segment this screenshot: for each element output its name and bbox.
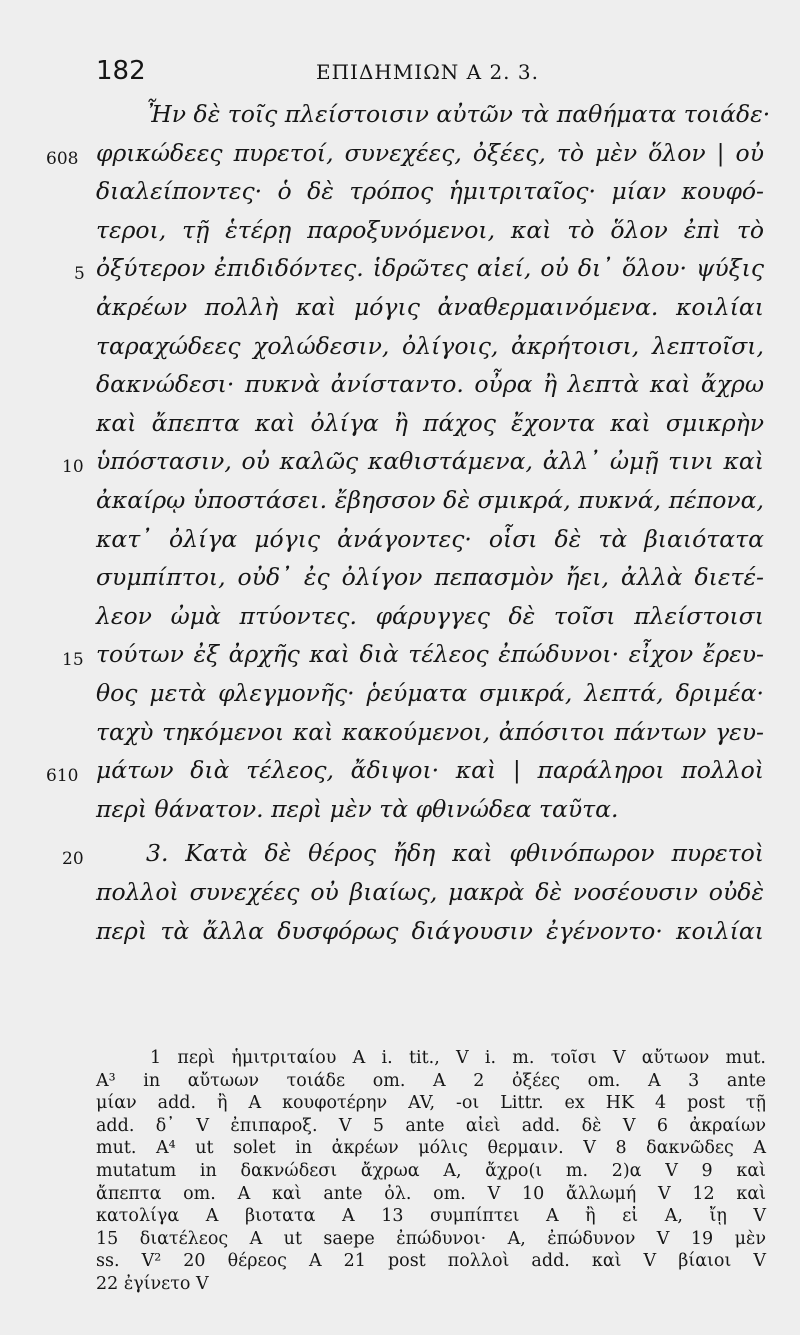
text-line: ταχὺ τηκόμενοι καὶ κακούμενοι, ἀπόσιτοι πάντων γευ- <box>96 717 764 746</box>
text-line: μάτων διὰ τέλεος, ἄδιψοι· καὶ | παράληροι πολλοὶ <box>96 756 764 785</box>
apparatus-line: ss. V² 20 θέρεος A 21 post πολλοὶ add. καὶ V βίαιοι V <box>96 1251 766 1272</box>
apparatus-line: A³ in αὔτωων τοιάδε om. A 2 ὀξέες om. A 3 ante <box>96 1070 766 1091</box>
line-number: 610 <box>46 766 79 787</box>
text-line: ὑπόστασιν, οὐ καλῶς καθιστάμενα, ἀλλ᾽ ὠμῇ τινι καὶ <box>96 447 764 476</box>
line-number: 15 <box>62 650 84 671</box>
apparatus-line: mutatum in δακνώδεσι ἄχρωα A, ἄχρο(ι m. 2)α V 9 καὶ <box>96 1161 766 1181</box>
text-line: ὀξύτερον ἐπιδιδόντες. ἱδρῶτες αἰεί, οὐ δι᾽ ὅλου· ψύξις <box>96 254 764 283</box>
line-number: 5 <box>74 264 85 285</box>
text-line: Ἦν δὲ τοῖς πλείστοισιν αὐτῶν τὰ παθήματα τοιάδε· <box>146 100 771 128</box>
text-line: διαλείποντες· ὁ δὲ τρόπος ἡμιτριταῖος· μίαν κουφό- <box>96 177 764 206</box>
line-number: 20 <box>62 849 84 870</box>
apparatus-line: 15 διατέλεος A ut saepe ἐπώδυνοι· A, ἐπώδυνον V 19 μὲν <box>96 1228 766 1249</box>
apparatus-line: 1 περὶ ἡμιτριταίου A i. tit., V i. m. τοῖσι V αὔτωον mut. <box>150 1048 766 1068</box>
text-line: κατ᾽ ὀλίγα μόγις ἀνάγοντες· οἷσι δὲ τὰ βιαιότατα <box>96 524 764 553</box>
running-head: ΕΠΙΔΗΜΙΩΝ Α 2. 3. <box>316 60 539 84</box>
text-line: λεον ὠμὰ πτύοντες. φάρυγγες δὲ τοῖσι πλείστοισι <box>96 601 764 630</box>
text-line: ἀκρέων πολλὴ καὶ μόγις ἀναθερμαινόμενα. κοιλίαι <box>96 293 764 321</box>
page-header <box>96 56 760 96</box>
apparatus-line: 22 ἐγίνετο V <box>96 1274 209 1294</box>
text-line: τούτων ἐξ ἀρχῆς καὶ διὰ τέλεος ἐπώδυνοι· εἶχον ἔρευ- <box>96 640 764 669</box>
text-line: τεροι, τῇ ἑτέρῃ παροξυνόμενοι, καὶ τὸ ὅλον ἐπὶ τὸ <box>96 215 764 244</box>
text-line: φρικώδεες πυρετοί, συνεχέες, ὀξέες, τὸ μὲν ὅλον | οὐ <box>96 138 764 167</box>
text-line: συμπίπτοι, οὐδ᾽ ἐς ὀλίγον πεπασμὸν ἤει, ἀλλὰ διετέ- <box>96 563 764 592</box>
line-number: 608 <box>46 148 79 169</box>
text-line: 3. Κατὰ δὲ θέρος ἤδη καὶ φθινόπωρον πυρετοὶ <box>146 839 764 868</box>
text-line: καὶ ἄπεπτα καὶ ὀλίγα ἢ πάχος ἔχοντα καὶ σμικρὴν <box>96 408 764 437</box>
text-line: θος μετὰ φλεγμονῆς· ῥεύματα σμικρά, λεπτά, δριμέα· <box>96 679 764 707</box>
apparatus-line: ἄπεπτα om. A καὶ ante ὀλ. om. V 10 ἄλλωμή V 12 καὶ <box>96 1183 766 1204</box>
apparatus-line: mut. A⁴ ut solet in ἀκρέων μόλις θερμαιν. V 8 δακνῶδες A <box>96 1138 766 1159</box>
text-line: δακνώδεσι· πυκνὰ ἀνίσταντο. οὖρα ἢ λεπτὰ καὶ ἄχρω <box>96 370 764 399</box>
line-number: 10 <box>62 457 84 478</box>
apparatus-line: μίαν add. ἢ A κουφοτέρην AV, -οι Littr. ex HK 4 post τῇ <box>96 1093 766 1114</box>
text-line: ταραχώδεες χολώδεσιν, ὀλίγοις, ἀκρήτοισι, λεπτοῖσι, <box>96 331 764 360</box>
page-number: 182 <box>96 56 146 86</box>
text-line: ἀκαίρῳ ὑποστάσει. ἔβησσον δὲ σμικρά, πυκνά, πέπονα, <box>96 486 764 514</box>
apparatus-line: κατολίγα A βιοτατα A 13 συμπίπτει A ἢ εἰ A, ἴῃ V <box>96 1206 766 1227</box>
text-line: περὶ τὰ ἄλλα δυσφόρως διάγουσιν ἐγένοντο· κοιλίαι <box>96 916 764 945</box>
text-line: πολλοὶ συνεχέες οὐ βιαίως, μακρὰ δὲ νοσέουσιν οὐδὲ <box>96 878 764 906</box>
text-line: περὶ θάνατον. περὶ μὲν τὰ φθινώδεα ταῦτα. <box>96 794 619 823</box>
apparatus-line: add. δ᾽ V ἐπιπαροξ. V 5 ante αἰεὶ add. δὲ V 6 ἀκραίων <box>96 1115 766 1136</box>
